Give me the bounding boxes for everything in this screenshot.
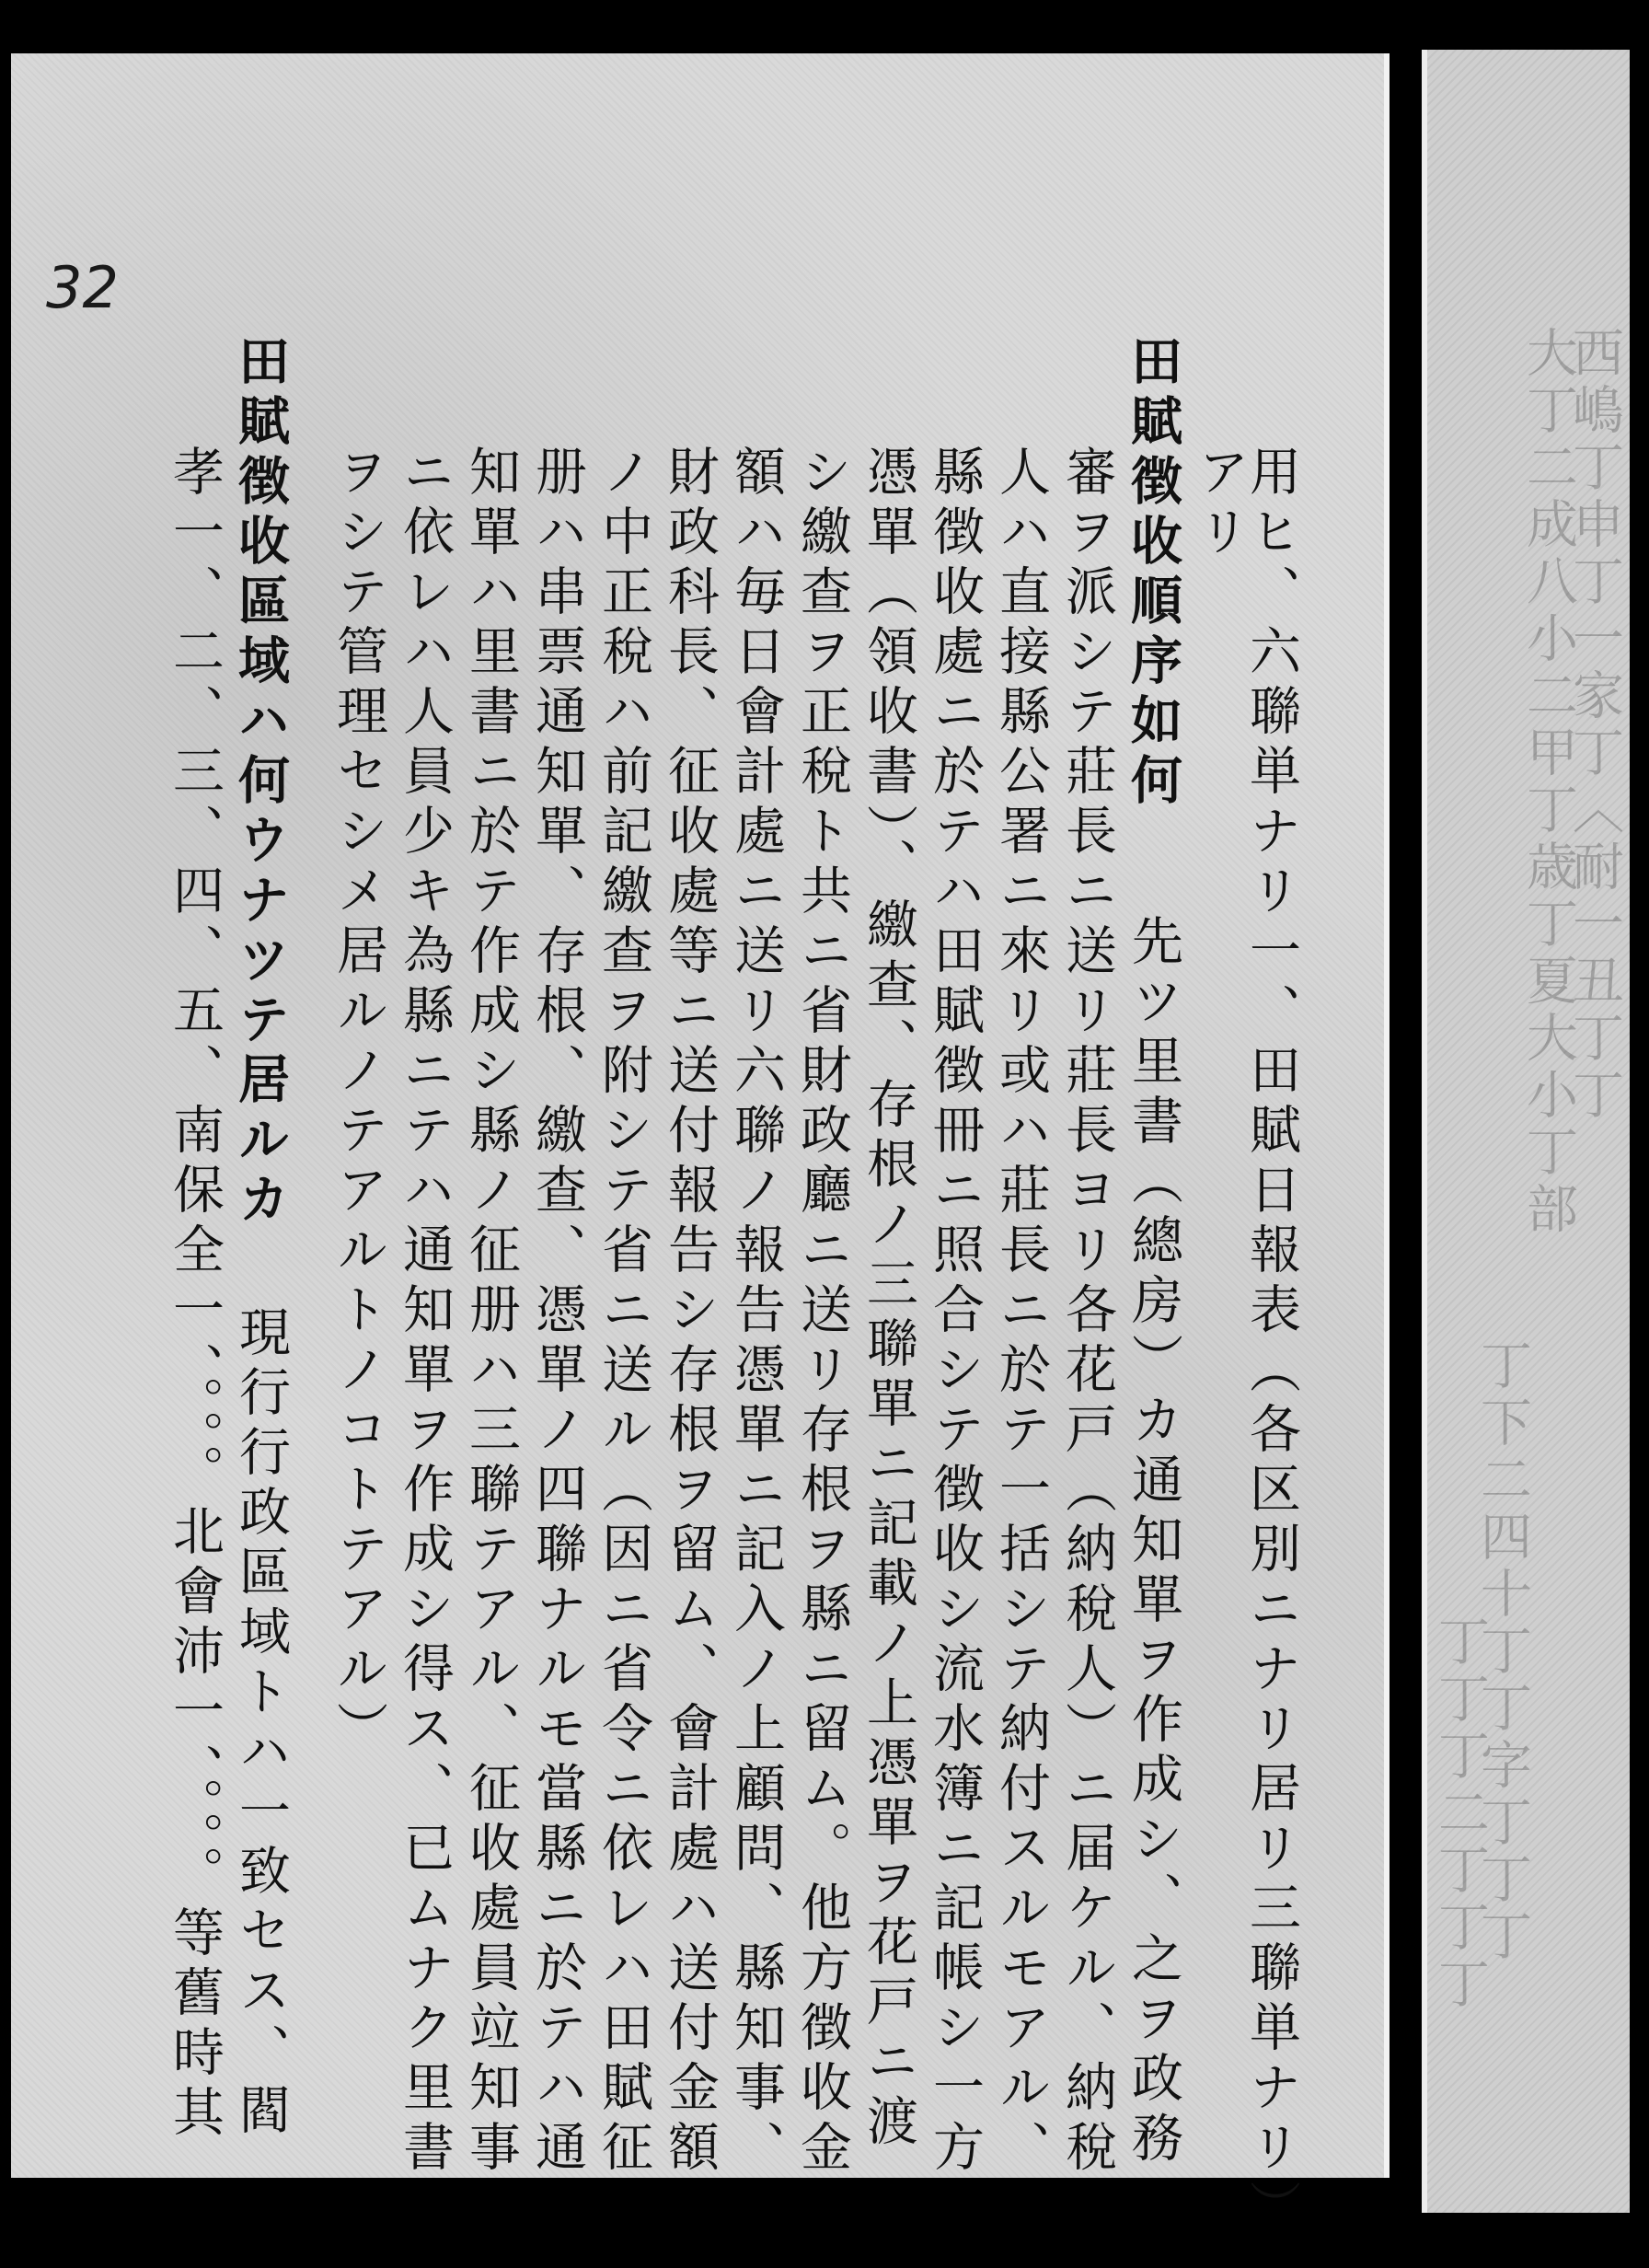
bleed-through-text-2: 大丁二成八小二甲丁歳丁夏大小丁部 xyxy=(1518,326,1578,1239)
text-column-15: ニ依レハ人員少キ為縣ニテハ通知單ヲ作成シ得ス、已ムナク里書 xyxy=(395,445,455,2180)
text-column-2: アリ xyxy=(1190,445,1250,564)
text-column-12: ノ中正稅ハ前記繳查ヲ附シテ省ニ送ル（因ニ省令ニ依レハ田賦征 xyxy=(594,445,653,2180)
text-column-9: シ繳查ヲ正稅ト共ニ省財政廳ニ送リ存根ヲ縣ニ留ム。他方徴收金 xyxy=(792,445,852,2180)
bleed-through-text-3: 丁下二四十丁丁字丁丁丁 xyxy=(1472,1338,1532,1966)
bleed-through-text-4: 丁丁丁二丁丁丁 xyxy=(1430,1614,1490,2014)
bleed-through-text-1: 西嶋丁申丁一家丁〈耐一丑丁丁 xyxy=(1564,326,1624,1125)
text-column-11: 財政科長、征收處等ニ送付報告シ存根ヲ留ム、會計處ハ送付金額 xyxy=(660,445,720,2180)
page-number: 32 xyxy=(46,254,119,321)
text-column-16: ヲシテ管理セシメ居ルノテアルトノコトテアル） xyxy=(329,445,388,1761)
text-column-8: 憑單（領收書）、繳查、存根ノ三聯單ニ記載ノ上憑單ヲ花戸ニ渡 xyxy=(859,445,918,2154)
text-column-19: 孝一、二、三、四、五、南保全一、。。。北會沛一、。。。等舊時其 xyxy=(165,445,225,2145)
text-column-7: 縣徴收處ニ於テハ田賦徴冊ニ照合シテ徴收シ流水簿ニ記帳シ一方 xyxy=(925,445,985,2180)
text-column-4: 先ツ里書（總房）カ通知單ヲ作成シ、之ヲ政務 xyxy=(1124,914,1183,2170)
text-column-14: 知單ハ里書ニ於テ作成シ縣ノ征册ハ三聯テアル、征收處員竝知事 xyxy=(461,445,521,2180)
right-page-edge xyxy=(1422,50,1630,2213)
text-column-6: 人ハ直接縣公署ニ來リ或ハ莊長ニ於テ一括シテ納付スルモアル、 xyxy=(991,445,1051,2180)
text-column-18: 現行行政區域トハ一致セス、閻 xyxy=(231,1305,291,2143)
section-heading-collection-area: 田賦徴收區域ハ何ウナツテ居ルカ xyxy=(230,334,291,1232)
text-column-5: 審ヲ派シテ莊長ニ送リ莊長ヨリ各花戸（納稅人）ニ届ケル、納稅 xyxy=(1057,445,1117,2180)
text-column-13: 册ハ串票通知單、存根、繳查、憑單ノ四聯ナルモ當縣ニ於テハ通 xyxy=(527,445,587,2180)
text-column-10: 額ハ毎日會計處ニ送リ六聯ノ報告憑單ニ記入ノ上顧問、縣知事、 xyxy=(726,445,786,2180)
text-column-1: 用ヒ、六聯単ナリ一、田賦日報表（各区別ニナリ居リ三聯単ナリ） xyxy=(1241,445,1301,2239)
section-heading-collection-order: 田賦徴收順序如何 xyxy=(1123,334,1183,813)
left-page xyxy=(11,53,1390,2239)
